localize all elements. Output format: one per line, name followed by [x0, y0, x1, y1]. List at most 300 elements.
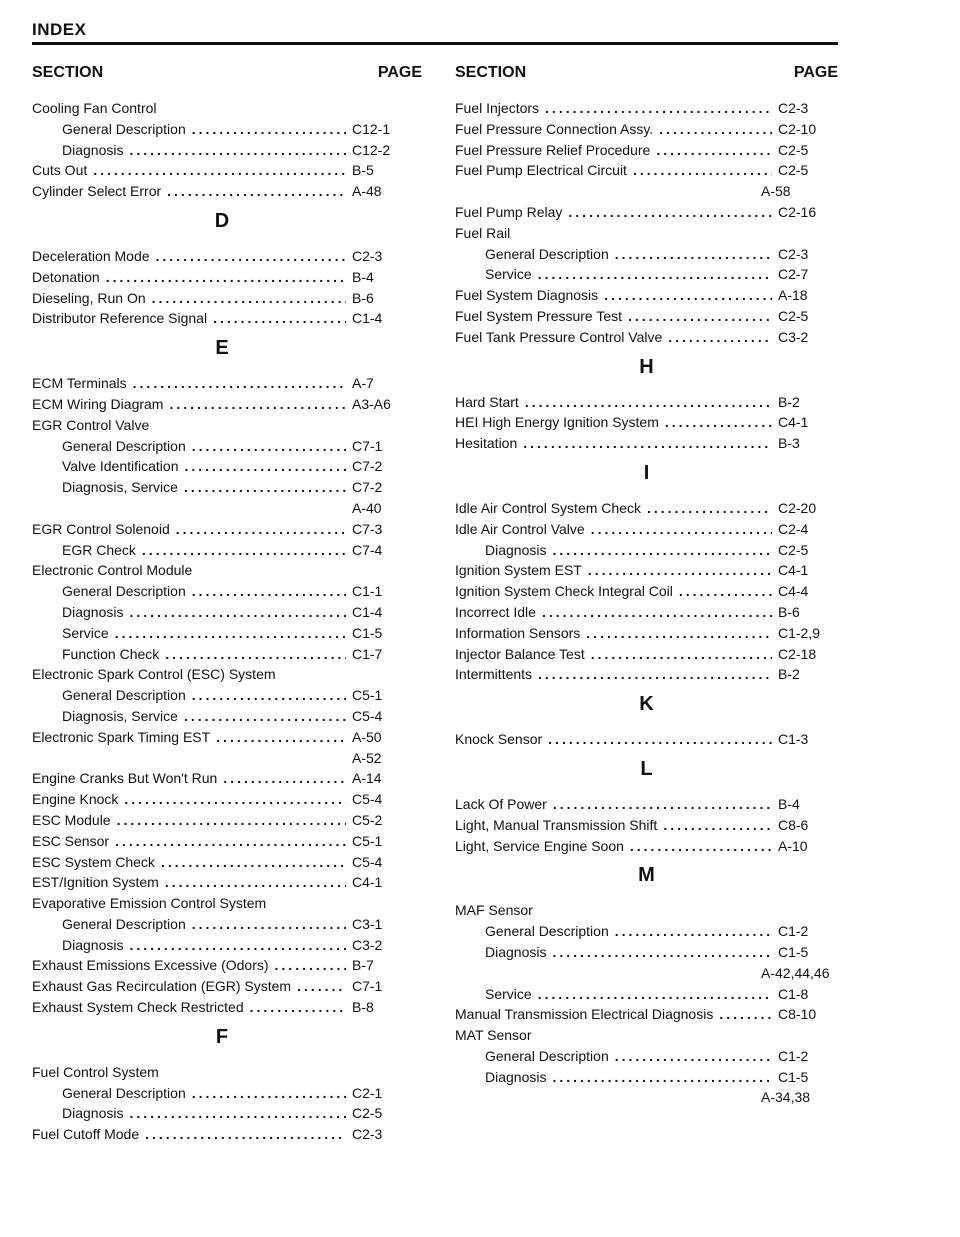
entry-page: C12-2	[352, 141, 391, 158]
index-entry	[32, 997, 412, 1018]
entry-page: B-7	[352, 957, 374, 974]
index-entry	[455, 306, 838, 327]
entry-label: Cuts Out	[32, 162, 88, 179]
index-entry	[455, 119, 838, 140]
index-entry	[455, 498, 838, 519]
entry-label: General Description	[62, 1084, 186, 1101]
index-entry	[32, 1083, 412, 1104]
index-entry	[455, 223, 838, 244]
index-entry	[32, 288, 412, 309]
leader-dots	[184, 456, 346, 477]
leader-dots	[167, 181, 346, 202]
leader-dots	[647, 498, 772, 519]
entry-page: B-6	[778, 603, 800, 620]
entry-page: C1-2	[778, 923, 809, 940]
entry-page-continuation: A-58	[761, 183, 791, 200]
leader-dots	[129, 602, 346, 623]
index-entry	[32, 308, 412, 329]
entry-label: MAF Sensor	[455, 902, 533, 919]
group-l	[455, 794, 838, 856]
leader-dots	[133, 373, 346, 394]
index-entry	[32, 768, 412, 789]
entry-page: C7-2	[352, 479, 383, 496]
index-entry	[32, 581, 412, 602]
leader-dots	[165, 872, 346, 893]
entry-label: General Description	[62, 120, 186, 137]
leader-dots	[115, 831, 346, 852]
index-entry	[32, 727, 412, 748]
index-entry	[455, 140, 838, 161]
entry-page: C3-1	[352, 915, 383, 932]
entry-label: General Description	[485, 245, 609, 262]
index-entry	[455, 984, 838, 1005]
entry-label: Light, Service Engine Soon	[455, 837, 624, 854]
index-entry	[455, 244, 838, 265]
leader-dots	[552, 942, 772, 963]
index-entry	[32, 872, 412, 893]
leader-dots	[628, 306, 772, 327]
index-entry	[455, 900, 838, 921]
index-entry	[455, 433, 838, 454]
index-entry	[32, 456, 412, 477]
leader-dots	[538, 264, 772, 285]
entry-page: C3-2	[778, 328, 809, 345]
index-entry	[32, 955, 412, 976]
entry-page: C2-3	[778, 100, 809, 116]
leader-dots	[545, 98, 772, 119]
entry-label: Electronic Spark Timing EST	[32, 728, 211, 745]
index-entry	[455, 794, 838, 815]
entry-label: Electronic Control Module	[32, 562, 193, 579]
leader-dots	[129, 935, 346, 956]
leader-dots	[142, 540, 346, 561]
entry-label: Fuel Pump Electrical Circuit	[455, 162, 627, 179]
index-entry	[455, 202, 838, 223]
group-k	[455, 729, 838, 750]
entry-page: C1-2,9	[778, 624, 821, 641]
entry-page: C2-5	[778, 162, 809, 179]
section-heading: SECTION	[455, 64, 527, 81]
leader-dots	[129, 140, 346, 161]
entry-page: A-7	[352, 375, 374, 392]
entry-page: B-8	[352, 999, 374, 1016]
index-entry	[32, 140, 412, 161]
entry-label: Electronic Spark Control (ESC) System	[32, 666, 276, 683]
index-entry	[455, 1046, 838, 1067]
group-m	[455, 900, 838, 1108]
entry-label: Idle Air Control Valve	[455, 520, 585, 537]
entry-label: Fuel Rail	[455, 224, 511, 241]
entry-label: Knock Sensor	[455, 731, 543, 748]
entry-page: C7-1	[352, 978, 383, 995]
letter-heading-h: H	[639, 355, 654, 378]
index-entry	[32, 1103, 412, 1124]
leader-dots	[129, 1103, 346, 1124]
leader-dots	[124, 789, 346, 810]
entry-label: Engine Cranks But Won't Run	[32, 770, 218, 787]
entry-page: C1-5	[778, 1068, 809, 1085]
left-column	[32, 64, 422, 1145]
leader-dots	[665, 412, 772, 433]
entry-label: Fuel Cutoff Mode	[32, 1126, 140, 1143]
index-entry	[32, 477, 412, 498]
entry-page: C1-2	[778, 1047, 809, 1064]
letter-heading-m: M	[638, 864, 655, 887]
index-entry	[32, 810, 412, 831]
page-heading: PAGE	[377, 64, 422, 81]
entry-label: Diagnosis	[485, 943, 547, 960]
entry-label: Diagnosis, Service	[62, 479, 178, 496]
entry-page: C2-18	[778, 645, 817, 662]
leader-dots	[192, 1083, 346, 1104]
entry-label: Light, Manual Transmission Shift	[455, 816, 658, 833]
group-f	[32, 1062, 412, 1145]
leader-dots	[106, 267, 346, 288]
entry-page: C4-1	[778, 414, 809, 431]
index-entry	[32, 181, 412, 202]
entry-label: Exhaust Emissions Excessive (Odors)	[32, 957, 269, 974]
group-c	[32, 98, 412, 202]
entry-page: C4-1	[352, 874, 383, 891]
entry-page: C2-4	[778, 520, 809, 537]
entry-label: Detonation	[32, 268, 100, 285]
leader-dots	[538, 664, 772, 685]
leader-dots	[93, 160, 346, 181]
letter-heading-l: L	[640, 757, 653, 780]
entry-page: C5-1	[352, 687, 383, 704]
entry-page: B-2	[778, 666, 800, 683]
entry-label: Fuel Control System	[32, 1063, 159, 1080]
leader-dots	[117, 810, 346, 831]
entry-page: C2-3	[352, 1126, 383, 1143]
letter-heading-i: I	[643, 461, 650, 484]
entry-label: ESC Module	[32, 811, 111, 828]
column-header	[455, 64, 838, 98]
entry-page-continuation: A-42,44,46	[761, 964, 830, 981]
leader-dots	[176, 519, 346, 540]
title-rule	[32, 42, 838, 45]
entry-label: ECM Terminals	[32, 375, 127, 392]
right-column	[455, 64, 838, 1108]
entry-page: A-14	[352, 770, 382, 787]
entry-label: Valve Identification	[62, 458, 179, 475]
index-entry	[32, 246, 412, 267]
leader-dots	[630, 836, 772, 857]
index-entry	[32, 560, 412, 581]
leader-dots	[297, 976, 346, 997]
index-entry	[455, 942, 838, 963]
index-entry	[32, 519, 412, 540]
entry-label: Dieseling, Run On	[32, 289, 146, 306]
leader-dots	[553, 794, 772, 815]
page-heading: PAGE	[793, 64, 838, 81]
entry-page: C2-3	[352, 247, 383, 264]
entry-label: Fuel System Diagnosis	[455, 287, 599, 304]
entry-label: Diagnosis	[485, 1068, 547, 1085]
leader-dots	[169, 394, 346, 415]
leader-dots	[679, 581, 772, 602]
entry-page: C1-1	[352, 583, 383, 600]
index-entry	[455, 1025, 838, 1046]
index-entry	[32, 893, 412, 914]
entry-page: C3-2	[352, 936, 383, 953]
entry-label: Manual Transmission Electrical Diagnosis	[455, 1006, 714, 1023]
index-entry	[455, 836, 838, 857]
leader-dots	[552, 1067, 772, 1088]
entry-label: Function Check	[62, 645, 160, 662]
entry-label: General Description	[62, 583, 186, 600]
entry-page: C2-10	[778, 120, 817, 137]
entry-page: C1-4	[352, 310, 383, 327]
entry-page: B-6	[352, 289, 374, 306]
entry-page: C2-1	[352, 1084, 383, 1101]
index-entry	[32, 1124, 412, 1145]
entry-label: General Description	[62, 437, 186, 454]
entry-page: A-10	[778, 837, 808, 854]
index-entry	[32, 664, 412, 685]
index-entry	[32, 685, 412, 706]
index-entry	[455, 540, 838, 561]
index-entry	[455, 729, 838, 750]
entry-label: Exhaust Gas Recirculation (EGR) System	[32, 978, 292, 995]
index-entry	[32, 935, 412, 956]
leader-dots	[192, 914, 346, 935]
index-entry	[455, 644, 838, 665]
entry-label: Ignition System Check Integral Coil	[455, 583, 673, 600]
entry-page: B-4	[352, 268, 374, 285]
leader-dots	[223, 768, 346, 789]
entry-page: C5-4	[352, 791, 383, 808]
leader-dots	[552, 540, 772, 561]
entry-label: Diagnosis	[62, 141, 124, 158]
entry-label: Evaporative Emission Control System	[32, 895, 267, 912]
entry-page: C1-3	[778, 731, 809, 748]
entry-page: B-4	[778, 795, 800, 812]
entry-page: C2-5	[352, 1105, 383, 1122]
index-entry	[455, 285, 838, 306]
index-entry	[455, 581, 838, 602]
entry-label: EGR Control Solenoid	[32, 520, 170, 537]
index-entry	[455, 815, 838, 836]
index-entry	[455, 392, 838, 413]
index-entry	[32, 976, 412, 997]
leader-dots	[523, 433, 772, 454]
entry-label: MAT Sensor	[455, 1027, 532, 1044]
leader-dots	[192, 119, 346, 140]
entry-page: C2-5	[778, 307, 809, 324]
leader-dots	[192, 436, 346, 457]
leader-dots	[250, 997, 346, 1018]
index-entry	[32, 1062, 412, 1083]
entry-label: ESC Sensor	[32, 832, 110, 849]
entry-page: C7-1	[352, 437, 383, 454]
entry-label: General Description	[485, 1047, 609, 1064]
leader-dots	[275, 955, 346, 976]
entry-page: A-48	[352, 183, 382, 200]
letter-heading-d: D	[214, 209, 230, 232]
entry-label: Service	[62, 624, 109, 641]
entry-page-continuation: A-52	[352, 749, 382, 766]
leader-dots	[615, 1046, 772, 1067]
entry-page: C5-2	[352, 811, 383, 828]
entry-page: B-3	[778, 435, 800, 452]
letter-heading-f: F	[215, 1025, 229, 1048]
entry-page: C4-1	[778, 562, 809, 579]
entry-label: Fuel Injectors	[455, 100, 540, 116]
entry-label: Fuel System Pressure Test	[455, 307, 623, 324]
entry-page: C1-5	[352, 624, 383, 641]
entry-page: C7-2	[352, 458, 383, 475]
entry-label: Idle Air Control System Check	[455, 499, 641, 516]
leader-dots	[152, 288, 346, 309]
leader-dots	[145, 1124, 346, 1145]
entry-page: A3-A6	[352, 395, 391, 412]
entry-label: Diagnosis	[485, 541, 547, 558]
leader-dots	[668, 327, 772, 348]
entry-page: C1-8	[778, 985, 809, 1002]
index-entry	[455, 327, 838, 348]
index-entry	[32, 789, 412, 810]
entry-page-continuation: A-40	[352, 499, 382, 516]
group-d	[32, 246, 412, 329]
leader-dots	[216, 727, 346, 748]
index-entry	[32, 914, 412, 935]
leader-dots	[184, 706, 346, 727]
entry-label: Distributor Reference Signal	[32, 310, 208, 327]
entry-page: C8-10	[778, 1006, 817, 1023]
entry-label: Cylinder Select Error	[32, 183, 162, 200]
section-heading: SECTION	[32, 64, 104, 81]
entry-label: Service	[485, 266, 532, 283]
index-entry	[32, 602, 412, 623]
index-entry	[32, 540, 412, 561]
leader-dots	[192, 581, 346, 602]
entry-page: A-50	[352, 728, 382, 745]
entry-label: Cooling Fan Control	[32, 100, 157, 116]
leader-dots	[615, 921, 772, 942]
entry-page: C2-16	[778, 203, 817, 220]
entry-label: Information Sensors	[455, 624, 581, 641]
entry-label: Incorrect Idle	[455, 603, 536, 620]
entry-page: A-18	[778, 287, 808, 304]
leader-dots	[165, 644, 346, 665]
index-entry	[455, 412, 838, 433]
entry-label: Injector Balance Test	[455, 645, 585, 662]
leader-dots	[586, 623, 772, 644]
index-entry	[32, 644, 412, 665]
index-entry	[32, 373, 412, 394]
entry-page: C2-5	[778, 141, 809, 158]
index-entry	[32, 160, 412, 181]
leader-dots	[156, 246, 346, 267]
entry-label: Diagnosis, Service	[62, 707, 178, 724]
leader-dots	[525, 392, 772, 413]
index-entry	[455, 664, 838, 685]
entry-page: C7-3	[352, 520, 383, 537]
entry-label: EST/Ignition System	[32, 874, 159, 891]
entry-label: Exhaust System Check Restricted	[32, 999, 244, 1016]
leader-dots	[542, 602, 772, 623]
index-entry	[455, 264, 838, 285]
entry-page: C4-4	[778, 583, 809, 600]
entry-page: C2-3	[778, 245, 809, 262]
page-title: INDEX	[32, 20, 87, 39]
index-entry	[32, 623, 412, 644]
entry-page: C1-5	[778, 943, 809, 960]
leader-dots	[719, 1004, 772, 1025]
group-e	[32, 373, 412, 1018]
leader-dots	[184, 477, 346, 498]
leader-dots	[213, 308, 346, 329]
index-entry	[455, 602, 838, 623]
leader-dots	[115, 623, 346, 644]
leader-dots	[615, 244, 772, 265]
entry-label: General Description	[62, 687, 186, 704]
leader-dots	[663, 815, 772, 836]
entry-label: Diagnosis	[62, 603, 124, 620]
index-entry	[455, 160, 838, 181]
index-entry	[32, 831, 412, 852]
group-h	[455, 392, 838, 454]
index-entry	[455, 560, 838, 581]
entry-page-continuation: A-34,38	[761, 1089, 811, 1106]
index-entry	[455, 98, 838, 119]
leader-dots	[656, 140, 772, 161]
entry-page: C2-7	[778, 266, 809, 283]
index-entry	[32, 267, 412, 288]
entry-label: Deceleration Mode	[32, 247, 150, 264]
entry-label: EGR Control Valve	[32, 416, 150, 433]
entry-label: Hesitation	[455, 435, 518, 452]
entry-page: C2-5	[778, 541, 809, 558]
entry-label: General Description	[62, 915, 186, 932]
group-i	[455, 498, 838, 685]
column-header	[32, 64, 422, 98]
entry-label: Fuel Pump Relay	[455, 203, 563, 220]
leader-dots	[591, 519, 772, 540]
index-entry	[455, 519, 838, 540]
entry-page: C5-4	[352, 707, 383, 724]
entry-label: Lack Of Power	[455, 795, 547, 812]
index-entry	[32, 706, 412, 727]
entry-label: Diagnosis	[62, 1105, 124, 1122]
index-entry	[32, 436, 412, 457]
entry-label: Service	[485, 985, 532, 1002]
entry-label: EGR Check	[62, 541, 136, 558]
index-entry	[455, 1004, 838, 1025]
leader-dots	[548, 729, 772, 750]
entry-label: Fuel Pressure Relief Procedure	[455, 141, 651, 158]
letter-heading-e: E	[215, 337, 229, 360]
entry-page: C12-1	[352, 120, 391, 137]
letter-heading-k: K	[639, 693, 654, 716]
leader-dots	[659, 119, 772, 140]
entry-page: C1-4	[352, 603, 383, 620]
entry-page: C8-6	[778, 816, 809, 833]
entry-page: C7-4	[352, 541, 383, 558]
entry-label: Intermittents	[455, 666, 533, 683]
leader-dots	[568, 202, 772, 223]
index-entry	[455, 1067, 838, 1088]
entry-page: B-2	[778, 393, 800, 410]
entry-page: C5-1	[352, 832, 383, 849]
entry-label: Ignition System EST	[455, 562, 582, 579]
leader-dots	[604, 285, 772, 306]
leader-dots	[591, 644, 772, 665]
entry-page: C5-4	[352, 853, 383, 870]
index-entry	[455, 623, 838, 644]
entry-page: C1-7	[352, 645, 383, 662]
